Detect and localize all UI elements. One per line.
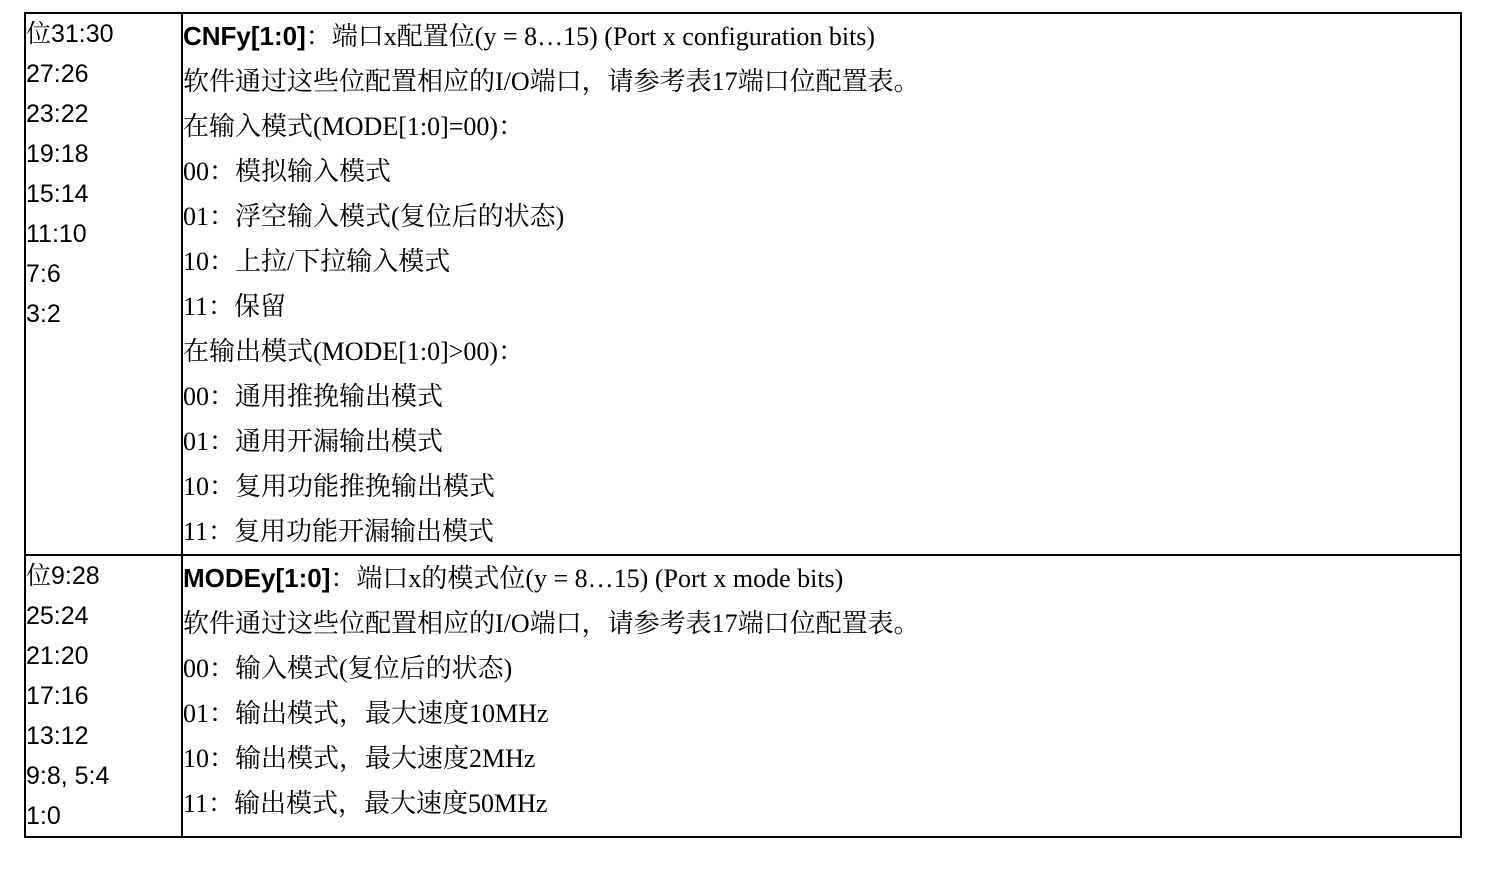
bit-range: 27:26 — [26, 60, 89, 88]
field-heading — [183, 556, 1460, 601]
description-line: 11：保留 — [183, 292, 287, 321]
bits-cell-cnfy — [25, 13, 182, 555]
description-line: 在输入模式(MODE[1:0]=00)： — [183, 112, 525, 141]
bit-range: 19:18 — [26, 140, 89, 168]
field-heading — [183, 14, 1460, 59]
description-line: 11：输出模式，最大速度50MHz — [183, 789, 548, 818]
bit-range: 3:2 — [26, 300, 61, 328]
description-line: 00：通用推挽输出模式 — [183, 382, 444, 411]
bit-range: 1:0 — [26, 802, 61, 830]
description-line: 11：复用功能开漏输出模式 — [183, 517, 495, 546]
bit-range: 9:8, 5:4 — [26, 762, 110, 790]
bit-range: 21:20 — [26, 642, 89, 670]
description-line: 01：输出模式，最大速度10MHz — [183, 699, 549, 728]
field-name: CNFy[1:0] — [183, 21, 306, 51]
description-line: 10：上拉/下拉输入模式 — [183, 247, 451, 276]
description-line: 00：模拟输入模式 — [183, 157, 392, 186]
table-row — [25, 13, 1461, 555]
description-line: 10：复用功能推挽输出模式 — [183, 472, 496, 501]
register-description-table — [24, 12, 1462, 838]
bits-cell-modey — [25, 555, 182, 837]
bit-range: 7:6 — [26, 260, 61, 288]
description-line: 00：输入模式(复位后的状态) — [183, 654, 513, 683]
bit-range: 位9:28 — [26, 562, 100, 590]
bit-range: 17:16 — [26, 682, 89, 710]
field-heading-rest: ：端口x的模式位(y = 8…15) (Port x mode bits) — [330, 564, 844, 593]
field-name: MODEy[1:0] — [183, 563, 331, 593]
field-heading-rest: ：端口x配置位(y = 8…15) (Port x configuration bits) — [305, 22, 876, 51]
description-cell-modey — [182, 555, 1461, 837]
table-row — [25, 555, 1461, 837]
description-line: 在输出模式(MODE[1:0]>00)： — [183, 337, 525, 366]
description-line: 10：输出模式，最大速度2MHz — [183, 744, 536, 773]
bit-range: 位31:30 — [26, 20, 114, 48]
bit-range: 13:12 — [26, 722, 89, 750]
description-cell-cnfy — [182, 13, 1461, 555]
description-line: 01：浮空输入模式(复位后的状态) — [183, 202, 565, 231]
description-line: 软件通过这些位配置相应的I/O端口，请参考表17端口位配置表。 — [183, 67, 920, 96]
bit-range: 11:10 — [26, 220, 87, 248]
bit-range: 23:22 — [26, 100, 89, 128]
bit-range: 15:14 — [26, 180, 89, 208]
description-line: 软件通过这些位配置相应的I/O端口，请参考表17端口位配置表。 — [183, 609, 920, 638]
bit-range: 25:24 — [26, 602, 89, 630]
description-line: 01：通用开漏输出模式 — [183, 427, 444, 456]
